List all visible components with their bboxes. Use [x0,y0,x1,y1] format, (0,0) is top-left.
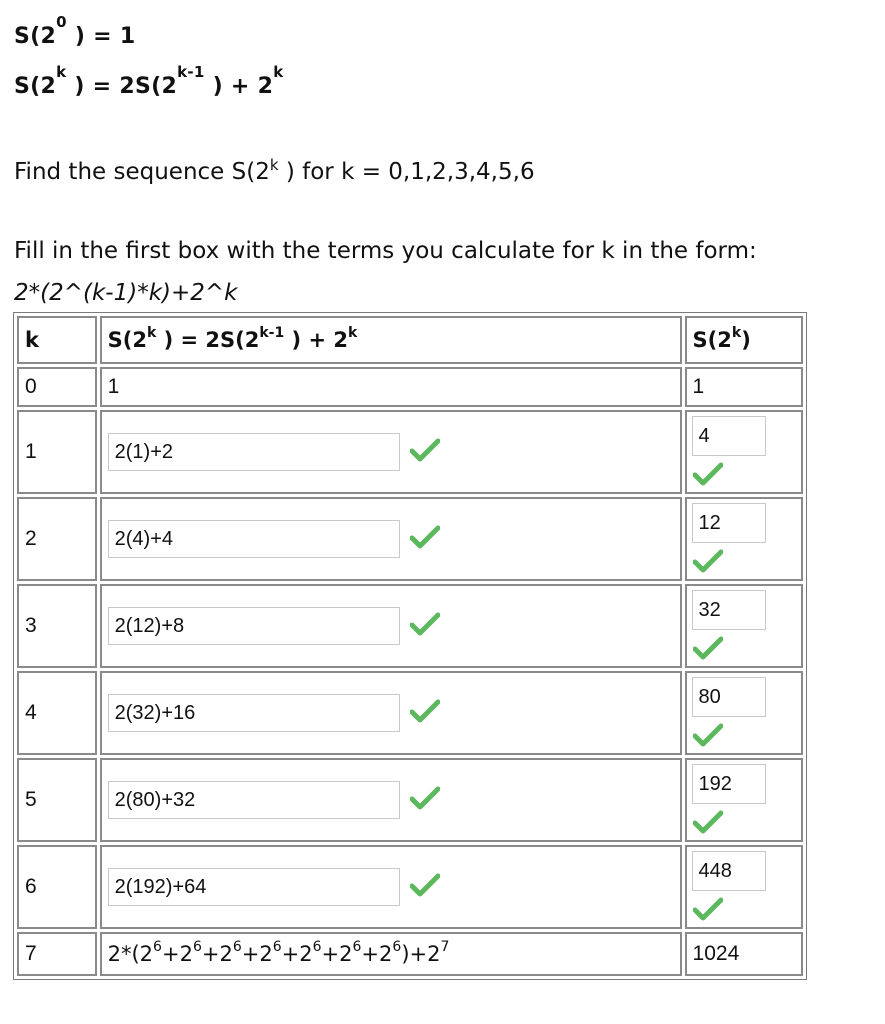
table-row [17,497,803,581]
expression-input[interactable]: 2(32)+16 [108,694,400,732]
check-icon [410,438,440,467]
s-value-input[interactable]: 448 [692,851,766,891]
expression-input[interactable]: 2(80)+32 [108,781,400,819]
row-k: 1 [17,410,97,494]
check-icon [410,612,440,641]
row-k: 0 [17,367,97,407]
check-icon [410,699,440,728]
row-expression-cell [100,497,682,581]
expression-input[interactable]: 2(192)+64 [108,868,400,906]
expression-input[interactable]: 2(4)+4 [108,520,400,558]
table-row [17,845,803,929]
table-row [17,932,803,976]
table-header-row [17,316,803,364]
check-icon [693,810,723,839]
row-expression-cell [100,845,682,929]
row-k: 7 [17,932,97,976]
row-expression-cell [100,584,682,668]
s-value-input[interactable]: 12 [692,503,766,543]
check-icon [693,549,723,578]
check-icon [410,525,440,554]
check-icon [693,462,723,491]
base-case-equation: $S(2^0$ ) = 1 [14,13,136,49]
form-hint: 2*(2^(k-1)*k)+2^k [14,280,238,306]
row-k: 6 [17,845,97,929]
row-s-value: 1024 [685,932,803,976]
row-s-cell [685,671,803,755]
row-expression-cell [100,410,682,494]
table-row [17,584,803,668]
row-s-cell [685,845,803,929]
check-icon [410,873,440,902]
s-value-input[interactable]: 32 [692,590,766,630]
find-instruction: Find the sequence S(2$^k$ ) for k = 0,1,2,3,4,5,6 [14,156,535,185]
check-icon [410,786,440,815]
s-value-input[interactable]: 192 [692,764,766,804]
row-s-cell [685,584,803,668]
row-expression: 1 [100,367,682,407]
row-k: 3 [17,584,97,668]
fill-instruction: Fill in the first box with the terms you calculate for k in the form: [14,238,757,264]
row-expression-cell [100,758,682,842]
table-row [17,758,803,842]
table-row [17,367,803,407]
expression-input[interactable]: 2(1)+2 [108,433,400,471]
check-icon [693,636,723,665]
check-icon [693,723,723,752]
header-recurrence: S(2$^k$ ) = $2S(2^{k-1}$ ) + $2^k$ [100,316,682,364]
recurrence-equation: S(2$^k$ ) = $2S(2^{k-1}$ ) + $2^k$ [14,63,284,99]
row-k: 4 [17,671,97,755]
expression-input[interactable]: 2(12)+8 [108,607,400,645]
row-k: 2 [17,497,97,581]
header-k: k [17,316,97,364]
table-row [17,671,803,755]
row-s-cell [685,410,803,494]
row-s-cell [685,758,803,842]
table-row [17,410,803,494]
row-s-cell [685,497,803,581]
header-s-value: S(2$^k$) [685,316,803,364]
row-k: 5 [17,758,97,842]
s-value-input[interactable]: 4 [692,416,766,456]
row-expression: $2*(2^6+2^6+2^6+2^6+2^6+2^6+2^6)+2^7$ [100,932,682,976]
row-s-value: 1 [685,367,803,407]
s-value-input[interactable]: 80 [692,677,766,717]
row-expression-cell [100,671,682,755]
sequence-table [13,312,807,980]
check-icon [693,897,723,926]
